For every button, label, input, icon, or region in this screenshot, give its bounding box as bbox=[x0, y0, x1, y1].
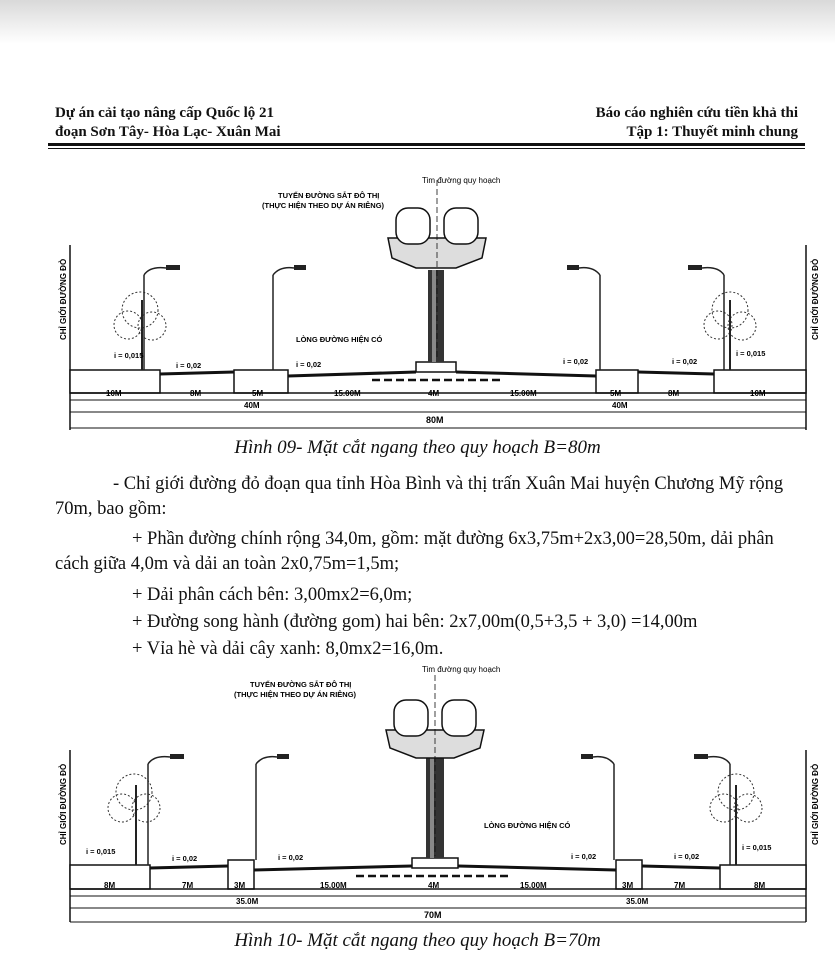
dim-4: 15.00M bbox=[320, 881, 347, 890]
cross-section-80m bbox=[0, 150, 835, 435]
scan-top-band bbox=[0, 0, 835, 44]
dim-9: 8M bbox=[754, 881, 766, 890]
doc-header-right bbox=[596, 104, 798, 142]
dim-5: 4M bbox=[428, 389, 440, 398]
slope-label-right-1: i = 0,02 bbox=[563, 357, 589, 366]
half-total-right: 40M bbox=[612, 401, 628, 410]
slope-label-left-outer: i = 0,015 bbox=[86, 847, 116, 856]
dim-3: 3M bbox=[234, 881, 246, 890]
bullet-2: + Dải phân cách bên: 3,00mx2=6,0m; bbox=[132, 585, 413, 605]
dim-2: 7M bbox=[182, 881, 194, 890]
boundary-label-right: CHỈ GIỚI ĐƯỜNG ĐỎ bbox=[811, 763, 820, 845]
volume-title: Tập 1: Thuyết minh chung bbox=[626, 124, 798, 140]
boundary-label-left: CHỈ GIỚI ĐƯỜNG ĐỎ bbox=[59, 763, 68, 845]
tree-left bbox=[108, 754, 184, 865]
slope-label-right-2: i = 0,02 bbox=[674, 852, 700, 861]
half-total-left: 35.0M bbox=[236, 897, 259, 906]
boundary-label-left: CHỈ GIỚI ĐƯỜNG ĐỎ bbox=[59, 258, 68, 340]
project-title: Dự án cải tạo nâng cấp Quốc lộ 21 bbox=[55, 105, 275, 121]
header-rule bbox=[48, 143, 805, 146]
doc-header-left bbox=[55, 104, 281, 142]
slope-label-left-2: i = 0,02 bbox=[278, 853, 304, 862]
boundary-label-right: CHỈ GIỚI ĐƯỜNG ĐỎ bbox=[811, 258, 820, 340]
slope-label-left-2: i = 0,02 bbox=[296, 360, 322, 369]
existing-road-label: LÒNG ĐƯỜNG HIỆN CÓ bbox=[484, 821, 571, 830]
slope-label-right-1: i = 0,02 bbox=[571, 852, 597, 861]
centerline-label: Tim đường quy hoạch bbox=[422, 176, 501, 185]
slope-label-left-outer: i = 0,015 bbox=[114, 351, 144, 360]
rail-label-1: TUYẾN ĐƯỜNG SẮT ĐÔ THỊ bbox=[250, 680, 352, 689]
bullet-1: + Phần đường chính rộng 34,0m, gồm: mặt đường 6x3,75m+2x3,00=28,50m, dải phân cách giữa 4,0m và dải an toàn 2x0,75m=1,5m; bbox=[55, 529, 774, 574]
dim-1: 8M bbox=[104, 881, 116, 890]
slope-label-right-2: i = 0,02 bbox=[672, 357, 698, 366]
header-rule-thin bbox=[48, 148, 805, 149]
dim-8: 8M bbox=[668, 389, 680, 398]
bullet-4: + Vỉa hè và dải cây xanh: 8,0mx2=16,0m. bbox=[132, 639, 444, 659]
dim-5: 4M bbox=[428, 881, 440, 890]
paragraph-1: - Chỉ giới đường đỏ đoạn qua tỉnh Hòa Bình và thị trấn Xuân Mai huyện Chương Mỹ rộng 70m, bao gồm: bbox=[55, 474, 784, 519]
slope-label-right-outer: i = 0,015 bbox=[742, 843, 772, 852]
dim-1: 10M bbox=[106, 389, 122, 398]
project-section: đoạn Sơn Tây- Hòa Lạc- Xuân Mai bbox=[55, 124, 281, 140]
centerline-label: Tim đường quy hoạch bbox=[422, 665, 501, 674]
existing-road-label: LÒNG ĐƯỜNG HIỆN CÓ bbox=[296, 335, 383, 344]
bullet-3: + Đường song hành (đường gom) hai bên: 2x7,00m(0,5+3,5 + 3,0) =14,00m bbox=[132, 612, 698, 632]
total-width: 70M bbox=[424, 910, 442, 920]
report-title: Báo cáo nghiên cứu tiền khả thi bbox=[595, 105, 798, 121]
dim-4: 15.00M bbox=[334, 389, 361, 398]
dim-6: 15.00M bbox=[520, 881, 547, 890]
dim-7: 3M bbox=[622, 881, 634, 890]
total-width: 80M bbox=[426, 415, 444, 425]
figure-10-caption: Hình 10- Mặt cắt ngang theo quy hoạch B=70m bbox=[234, 930, 601, 951]
rail-label-1: TUYẾN ĐƯỜNG SẮT ĐÔ THỊ bbox=[278, 191, 380, 200]
half-total-right: 35.0M bbox=[626, 897, 649, 906]
rail-label-2: (THỰC HIỆN THEO DỰ ÁN RIÊNG) bbox=[234, 690, 357, 699]
cross-section-70m bbox=[0, 660, 835, 928]
dim-2: 8M bbox=[190, 389, 202, 398]
slope-label-right-outer: i = 0,015 bbox=[736, 349, 766, 358]
dim-9: 10M bbox=[750, 389, 766, 398]
dim-6: 15.00M bbox=[510, 389, 537, 398]
slope-label-left-1: i = 0,02 bbox=[172, 854, 198, 863]
dim-7: 5M bbox=[610, 389, 622, 398]
figure-09-caption: Hình 09- Mặt cắt ngang theo quy hoạch B=80m bbox=[234, 437, 601, 458]
dim-8: 7M bbox=[674, 881, 686, 890]
rail-label-2: (THỰC HIỆN THEO DỰ ÁN RIÊNG) bbox=[262, 201, 385, 210]
half-total-left: 40M bbox=[244, 401, 260, 410]
slope-label-left-1: i = 0,02 bbox=[176, 361, 202, 370]
dim-3: 5M bbox=[252, 389, 264, 398]
